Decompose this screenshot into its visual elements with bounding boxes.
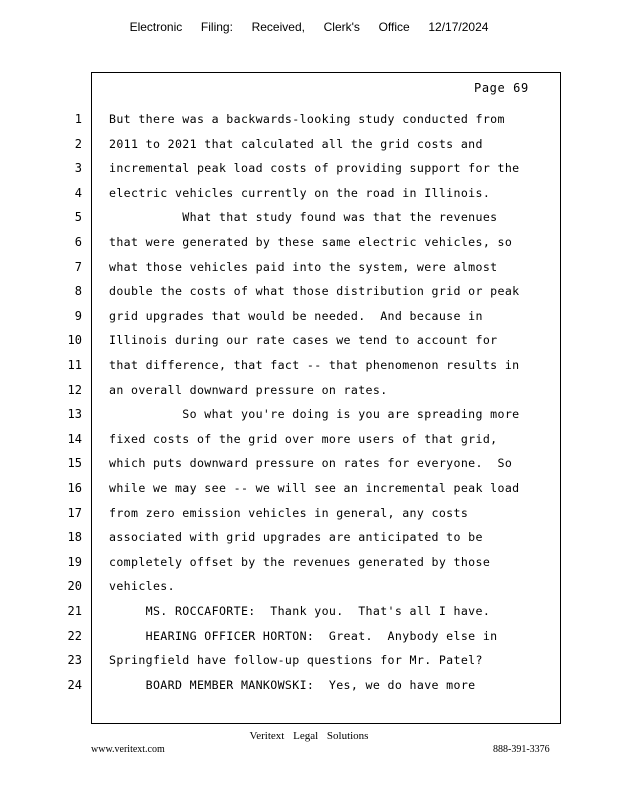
line-text: What that study found was that the revenues <box>109 210 498 225</box>
transcript-line <box>0 235 618 259</box>
transcript-line <box>0 210 618 234</box>
line-text: fixed costs of the grid over more users of that grid, <box>109 431 498 446</box>
line-text: which puts downward pressure on rates for everyone. So <box>109 456 513 471</box>
line-text: that difference, that fact -- that phenomenon results in <box>109 358 520 372</box>
transcript-line <box>0 481 618 505</box>
transcript-line <box>0 383 618 407</box>
footer-phone: 888-391-3376 <box>493 744 550 755</box>
transcript-line <box>0 604 618 628</box>
line-text: 2011 to 2021 that calculated all the grid costs and <box>109 136 483 151</box>
line-text: Illinois during our rate cases we tend to account for <box>109 333 498 348</box>
line-number: 18 <box>67 530 82 545</box>
filing-header: Electronic Filing: Received, Clerk's Office 12/17/2024 <box>129 20 489 34</box>
line-text: Springfield have follow-up questions for Mr. Patel? <box>109 653 483 668</box>
transcript-line <box>0 333 618 357</box>
line-text: associated with grid upgrades are anticipated to be <box>109 530 483 545</box>
transcript-line <box>0 358 618 382</box>
transcript-line <box>0 309 618 333</box>
transcript-line <box>0 579 618 603</box>
transcript-line <box>0 407 618 431</box>
transcript-line <box>0 137 618 161</box>
transcript-line <box>0 186 618 210</box>
line-text: vehicles. <box>109 579 175 594</box>
line-text: from zero emission vehicles in general, any costs <box>109 505 469 520</box>
line-text: completely offset by the revenues generated by those <box>109 554 491 569</box>
line-number: 3 <box>74 161 82 176</box>
line-text: an overall downward pressure on rates. <box>109 382 388 397</box>
line-number: 7 <box>74 259 82 274</box>
line-number: 14 <box>67 431 82 446</box>
line-text: incremental peak load costs of providing support for the <box>109 161 520 176</box>
transcript-line <box>0 112 618 136</box>
transcript-line <box>0 456 618 480</box>
line-number: 10 <box>67 333 82 348</box>
transcript-line <box>0 678 618 702</box>
line-text: double the costs of what those distribution grid or peak <box>109 284 520 299</box>
line-number: 23 <box>67 653 82 668</box>
line-number: 2 <box>74 136 82 151</box>
transcript-line <box>0 260 618 284</box>
footer-company: Veritext Legal Solutions <box>249 730 369 742</box>
line-number: 17 <box>67 505 82 520</box>
line-number: 15 <box>67 456 82 471</box>
line-text: while we may see -- we will see an incremental peak load <box>109 481 520 495</box>
line-number: 8 <box>74 284 82 299</box>
line-text: electric vehicles currently on the road in Illinois. <box>109 185 491 200</box>
line-text: BOARD MEMBER MANKOWSKI: Yes, we do have more <box>109 677 476 692</box>
line-number: 5 <box>74 210 82 225</box>
line-number: 9 <box>74 308 82 323</box>
transcript-line <box>0 629 618 653</box>
line-number: 21 <box>67 604 82 618</box>
transcript-line <box>0 555 618 579</box>
line-number: 16 <box>67 481 82 495</box>
line-number: 22 <box>67 628 82 643</box>
transcript-line <box>0 653 618 677</box>
line-number: 11 <box>67 358 82 372</box>
line-text: what those vehicles paid into the system, were almost <box>109 259 498 274</box>
line-text: HEARING OFFICER HORTON: Great. Anybody else in <box>109 628 498 643</box>
line-number: 12 <box>67 382 82 397</box>
line-number: 1 <box>74 112 82 126</box>
line-number: 20 <box>67 579 82 594</box>
line-text: grid upgrades that would be needed. And because in <box>109 308 483 323</box>
transcript-line <box>0 530 618 554</box>
footer-website: www.veritext.com <box>91 744 165 755</box>
line-number: 19 <box>67 554 82 569</box>
page-number: Page 69 <box>474 81 529 95</box>
line-number: 13 <box>67 407 82 422</box>
transcript-line <box>0 432 618 456</box>
transcript-line <box>0 284 618 308</box>
line-number: 6 <box>74 235 82 249</box>
line-number: 24 <box>67 677 82 692</box>
line-text: So what you're doing is you are spreading more <box>109 407 520 422</box>
transcript-line <box>0 161 618 185</box>
line-text: But there was a backwards-looking study conducted from <box>109 112 505 126</box>
line-text: MS. ROCCAFORTE: Thank you. That's all I have. <box>109 604 491 618</box>
line-number: 4 <box>74 185 82 200</box>
transcript-line <box>0 506 618 530</box>
line-text: that were generated by these same electric vehicles, so <box>109 235 513 249</box>
